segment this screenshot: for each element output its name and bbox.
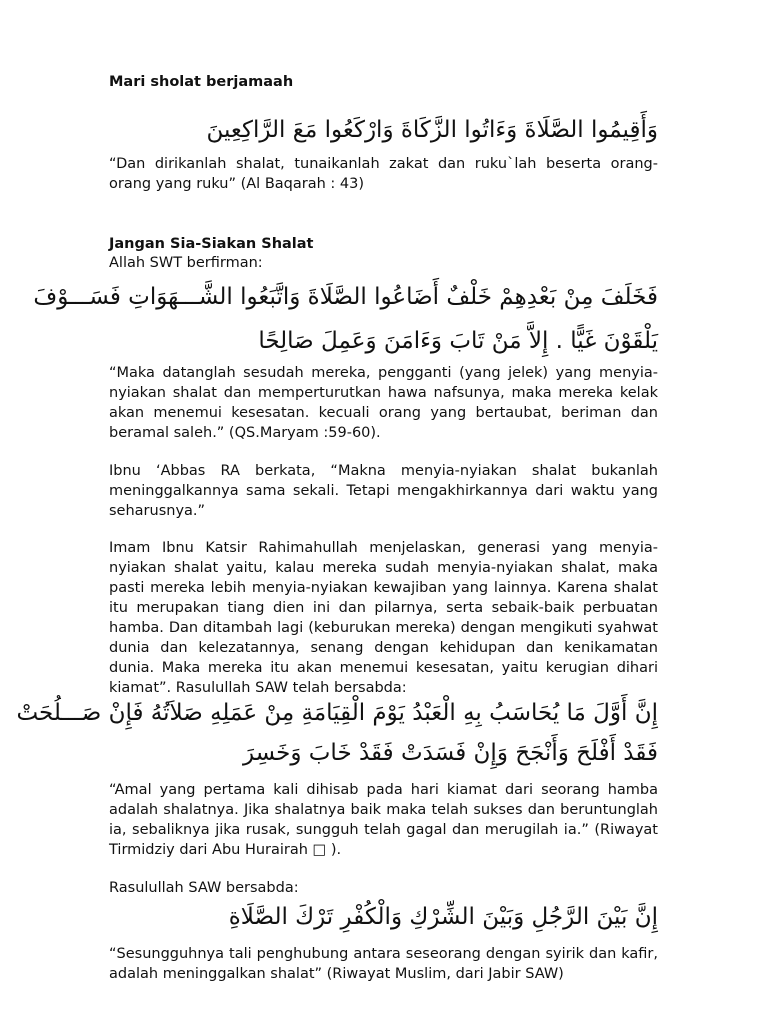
translation-maryam: “Maka datanglah sesudah mereka, pengganti (yang jelek) yang menyia-nyiakan shalat dan memperturutkan hawa nafsunya, maka mereka kelak akan menemui kesesatan. kecuali orang yang bertaubat, beriman dan beramal saleh.” (QS.Maryam :59-60).: [109, 365, 658, 441]
section-intro-2: Rasulullah SAW bersabda:: [109, 880, 299, 896]
section-heading: Jangan Sia-Siakan Shalat: [109, 236, 314, 252]
arabic-hadith-line2: فَقَدْ أَفْلَحَ وَأَنْجَحَ وَإِنْ فَسَدَتْ فَقَدْ خَابَ وَخَسِرَ: [242, 740, 658, 766]
paragraph-ibnu-abbas: Ibnu ‘Abbas RA berkata, “Makna menyia-nyiakan shalat bukanlah meninggalkannya sama sekali. Tetapi mengakhirkannya dari waktu yang seharusnya.”: [109, 463, 658, 519]
arabic-verse-al-baqarah: وَأَقِيمُوا الصَّلَاةَ وَءَاتُوا الزَّكَاةَ وَارْكَعُوا مَعَ الرَّاكِعِينَ: [206, 117, 658, 143]
arabic-verse-maryam-line2: يَلْقَوْنَ غَيًّا . إِلاَّ مَنْ تَابَ وَءَامَنَ وَعَمِلَ صَالِحًا: [258, 328, 658, 354]
translation-hadith-tirmidziy: “Amal yang pertama kali dihisab pada hari kiamat dari seorang hamba adalah shalatnya. Jika shalatnya baik maka telah sukses dan beruntunglah ia, sebaliknya jika rusak, sungguh telah gagal dan merugilah ia.” (Riwayat Tirmidziy dari Abu Hurairah □ ).: [109, 782, 658, 858]
arabic-hadith-line1: إِنَّ أَوَّلَ مَا يُحَاسَبُ بِهِ الْعَبْدُ يَوْمَ الْقِيَامَةِ مِنْ عَمَلِهِ صَلاَتُهُ فَإِنْ صَـــلُحَتْ: [16, 700, 658, 726]
translation-al-baqarah: “Dan dirikanlah shalat, tunaikanlah zakat dan ruku`lah beserta orang-orang yang ruku” (Al Baqarah : 43): [109, 156, 658, 192]
arabic-verse-maryam-line1: فَخَلَفَ مِنْ بَعْدِهِمْ خَلْفٌ أَضَاعُوا الصَّلَاةَ وَاتَّبَعُوا الشَّـــهَوَاتِ فَسَـــوْفَ: [33, 284, 658, 310]
translation-hadith-muslim: “Sesungguhnya tali penghubung antara seseorang dengan syirik dan kafir, adalah meninggalkan shalat” (Riwayat Muslim, dari Jabir SAW): [109, 946, 658, 982]
section-intro: Allah SWT berfirman:: [109, 255, 263, 271]
page-title: Mari sholat berjamaah: [109, 74, 294, 90]
arabic-hadith-2: إِنَّ بَيْنَ الرَّجُلِ وَبَيْنَ الشِّرْكِ وَالْكُفْرِ تَرْكَ الصَّلَاةِ: [228, 904, 658, 930]
paragraph-ibnu-katsir: Imam Ibnu Katsir Rahimahullah menjelaskan, generasi yang menyia-nyiakan shalat yaitu, kalau mereka sudah menyia-nyiakan shalat, maka pasti mereka lebih menyia-nyiakan kewajiban yang lainnya. Karena shalat itu merupakan tiang dien ini dan pilarnya, serta sebaik-baik perbuatan hamba. Dan ditambah lagi (keburukan mereka) dengan mengikuti syahwat dunia dan kelezatannya, senang dengan kehidupan dan kenikamatan dunia. Maka mereka itu akan menemui kesesatan, yaitu kerugian dihari kiamat”. Rasulullah SAW telah bersabda:: [109, 540, 658, 696]
